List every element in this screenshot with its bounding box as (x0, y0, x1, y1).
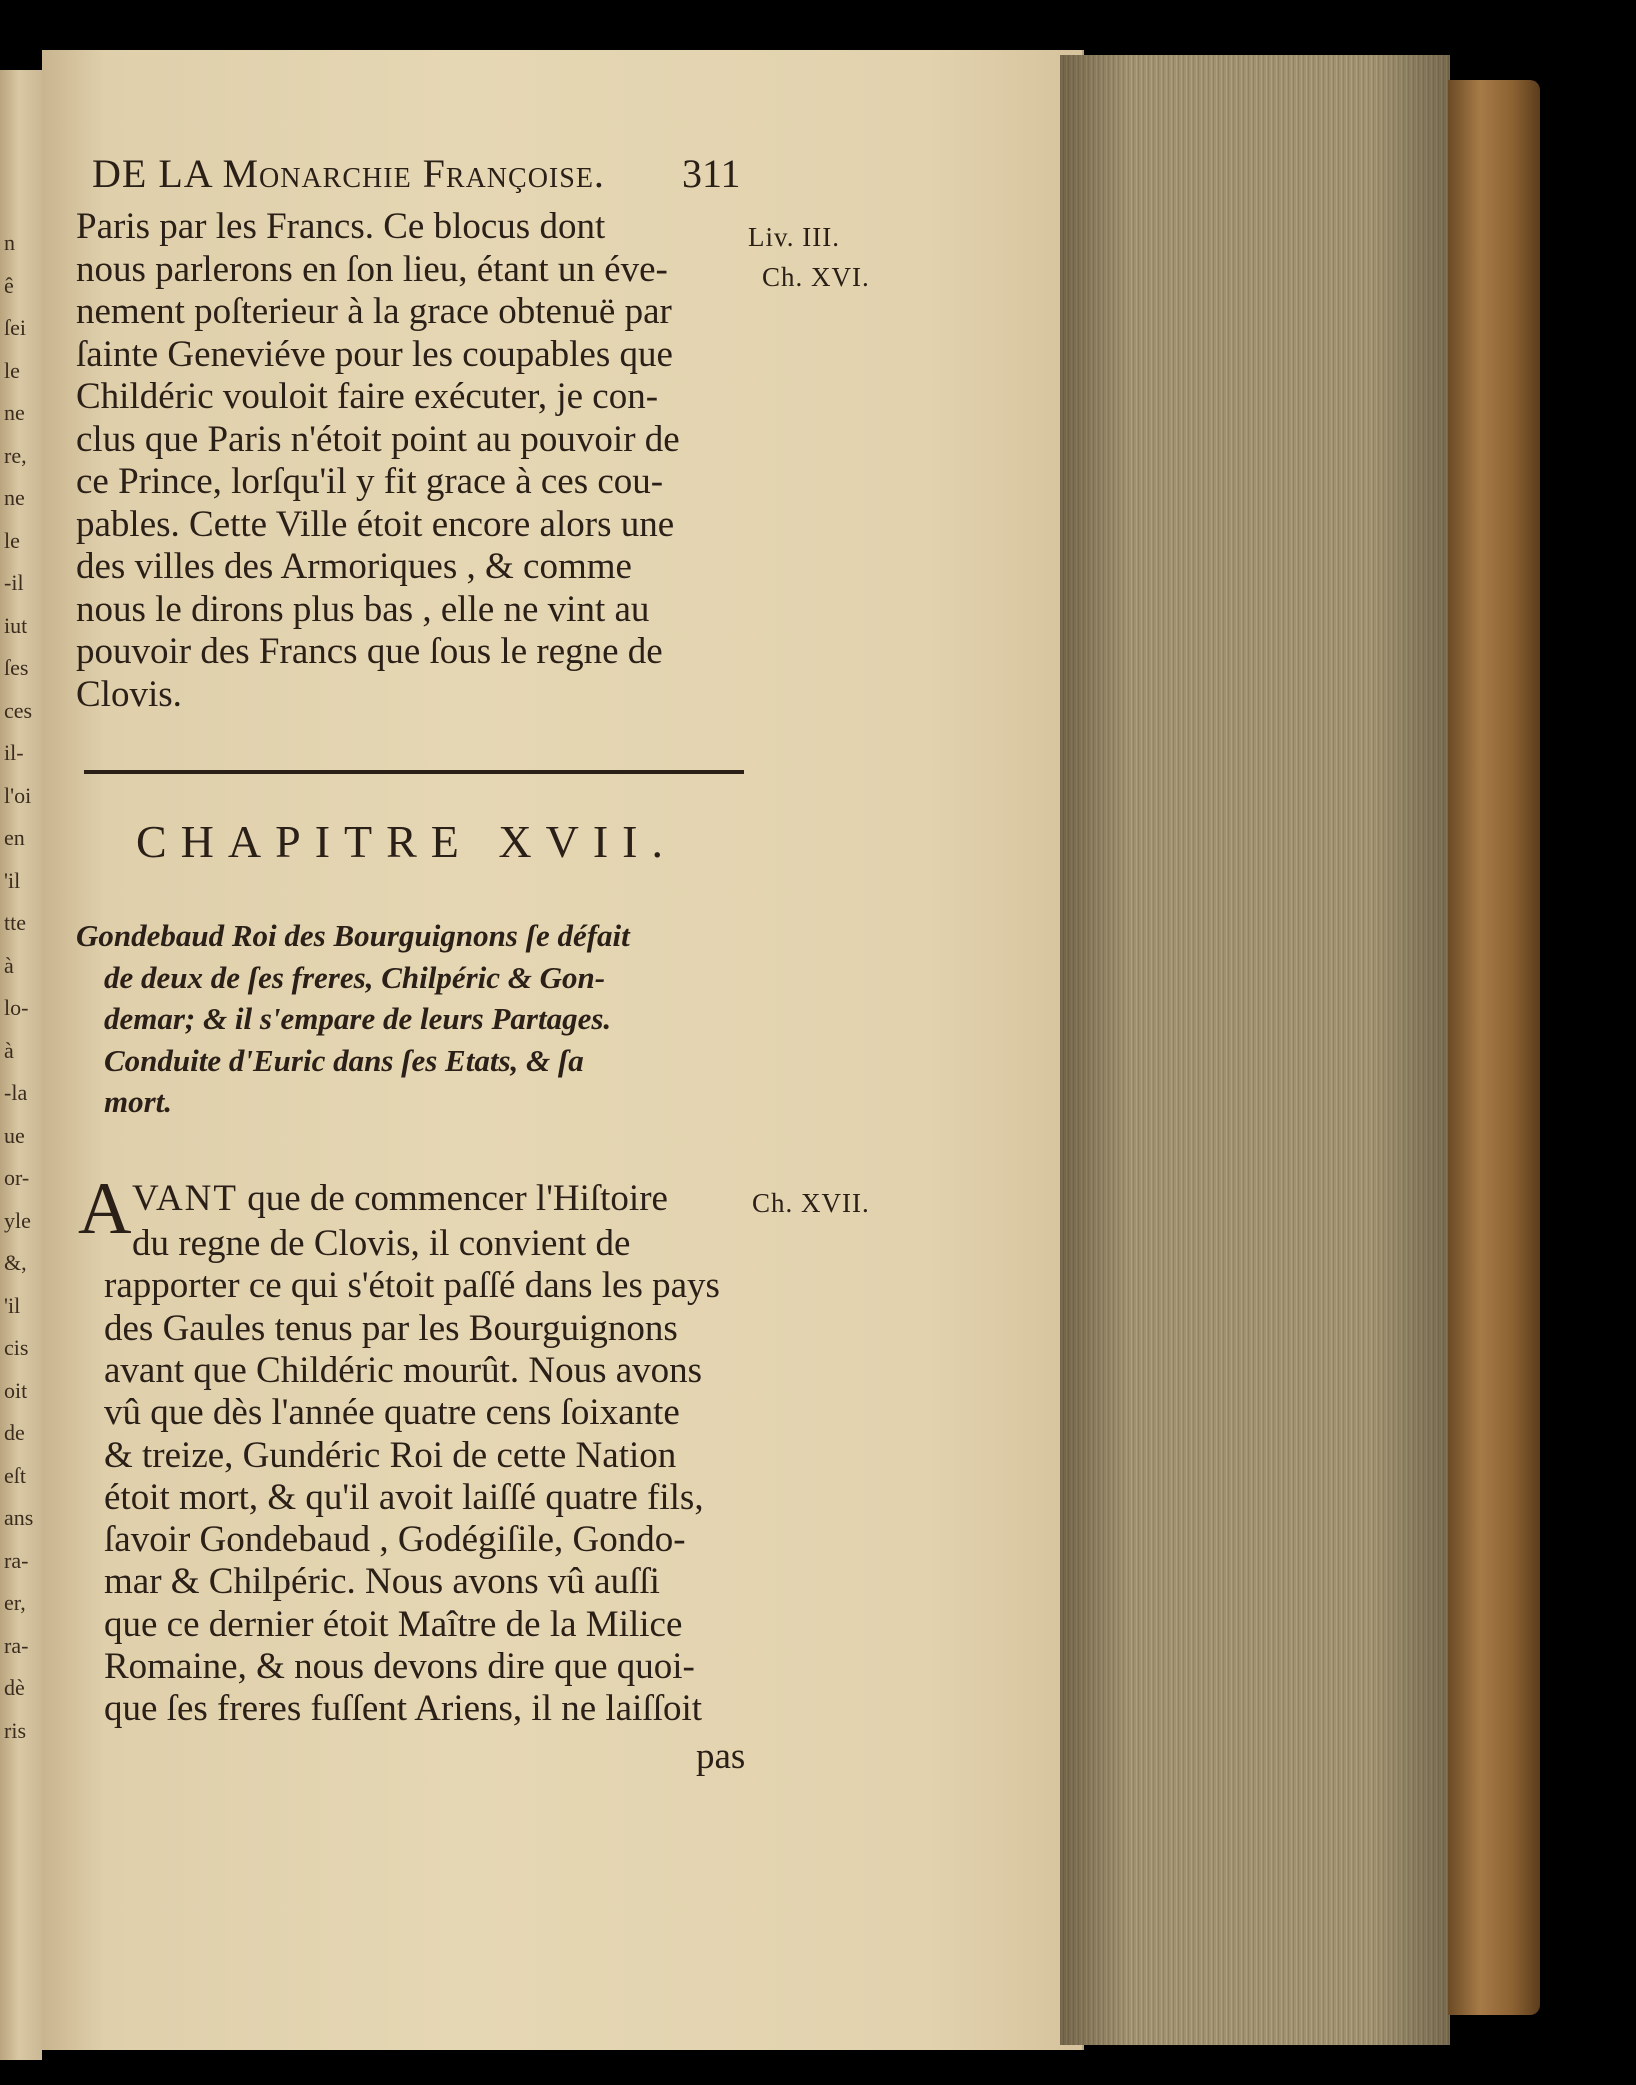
text-line: Paris par les Francs. Ce blocus dont (76, 206, 606, 247)
text-line: demar; & il s'empare de leurs Partages. (104, 1001, 612, 1036)
catch-word: pas (696, 1736, 746, 1777)
left-page-fragment: ces (4, 697, 33, 723)
left-page-fragment: eſt (4, 1462, 26, 1488)
text-line: Romaine, & nous devons dire que quoi- (104, 1646, 695, 1687)
text-line: ſavoir Gondebaud , Godégiſile, Gondo- (104, 1519, 686, 1561)
text-line: vû que dès l'année quatre cens ſoixante (104, 1392, 680, 1434)
left-page-fragment: le (4, 357, 20, 383)
left-page-fragment: cis (4, 1335, 29, 1360)
left-page-fragment: ra- (4, 1547, 29, 1573)
text-line: nous parlerons en ſon lieu, étant un éve- (76, 248, 668, 290)
left-page-fragment: n (4, 230, 15, 255)
text-line: de deux de ſes freres, Chilpéric & Gon- (104, 959, 606, 995)
left-page-fragment: ne (4, 400, 25, 425)
margin-note-chapter-prev: Ch. XVI. (762, 262, 870, 292)
text-line: étoit mort, & qu'il avoit laiſſé quatre fils, (104, 1476, 704, 1518)
running-head-prefix: DE LA (92, 151, 223, 196)
left-page-fragment: or- (4, 1165, 30, 1190)
left-page-fragment: ſes (4, 655, 29, 680)
left-page-fragment: er, (4, 1590, 26, 1615)
running-head-title: Monarchie Françoise. (222, 151, 605, 196)
left-page-fragment: ſei (4, 315, 26, 340)
text-line: ſainte Geneviéve pour les coupables que (76, 333, 673, 375)
drop-cap: A (78, 1168, 132, 1250)
text-line: mar & Chilpéric. Nous avons vû auſſi (104, 1561, 660, 1603)
margin-note-chapter-new: Ch. XVII. (752, 1188, 870, 1218)
left-page-fragment: lo- (4, 995, 29, 1020)
text-line: que ce dernier étoit Maître de la Milice (104, 1603, 683, 1645)
running-head (92, 150, 605, 197)
left-page-fragment: ne (4, 485, 25, 510)
text-line: Gondebaud Roi des Bourguignons ſe défait (76, 918, 630, 953)
left-page-fragment: 'il (4, 867, 21, 893)
first-word: VANT (132, 1178, 238, 1219)
left-page-fragment: re, (4, 442, 27, 468)
margin-note-book: Liv. III. (748, 222, 840, 252)
text-line: du regne de Clovis, il convient de (132, 1223, 631, 1264)
page-edges-shadow (1060, 55, 1450, 2045)
book-cover (1448, 80, 1540, 2015)
left-page-fragment: ra- (4, 1632, 29, 1658)
text-line: & treize, Gundéric Roi de cette Nation (104, 1434, 677, 1476)
text-line: nement poſterieur à la grace obtenuë par (76, 291, 672, 332)
left-page-fragment: il- (4, 740, 24, 765)
text-line: avant que Childéric mourût. Nous avons (104, 1349, 703, 1391)
text-line: que ſes freres fuſſent Ariens, il ne laiſſoit (104, 1688, 702, 1730)
text-line: pables. Cette Ville étoit encore alors une (76, 503, 675, 545)
left-page-fragment: ris (4, 1717, 26, 1743)
left-page-fragment: l'oi (4, 782, 32, 808)
left-page-fragment: tte (4, 910, 26, 935)
left-page-fragment: ans (4, 1505, 34, 1530)
first-line-rest: que de commencer l'Hiſtoire (238, 1178, 668, 1219)
text-line: Conduite d'Euric dans ſes Etats, & ſa (104, 1042, 584, 1078)
left-page-fragment: -la (4, 1080, 28, 1105)
text-line: clus que Paris n'étoit point au pouvoir de (76, 418, 680, 460)
left-page-fragment: en (4, 825, 25, 850)
text-line: des villes des Armoriques , & comme (76, 546, 632, 587)
left-page-fragment: yle (4, 1207, 31, 1233)
text-line: nous le dirons plus bas , elle ne vint au (76, 588, 650, 630)
left-page-fragment: à (4, 952, 14, 978)
left-page-fragment: ê (4, 272, 14, 298)
left-page-fragment: &, (4, 1250, 27, 1275)
text-line: pouvoir des Francs que ſous le regne de (76, 631, 663, 672)
chapter-title: CHAPITRE XVII. (136, 816, 677, 867)
left-page-fragment: ue (4, 1122, 25, 1148)
text-line: Clovis. (76, 673, 182, 715)
text-line: rapporter ce qui s'étoit paſſé dans les pays (104, 1265, 720, 1307)
left-page-fragment: à (4, 1037, 14, 1063)
left-page-fragment: le (4, 527, 20, 553)
left-page-fragment: de (4, 1420, 25, 1445)
left-page-fragment: oit (4, 1377, 28, 1403)
text-line: des Gaules tenus par les Bourguignons (104, 1307, 678, 1349)
chapter-rule (84, 770, 744, 774)
left-page-edge (0, 70, 42, 2060)
left-page-fragment: iut (4, 612, 28, 638)
left-page-fragment: 'il (4, 1292, 21, 1318)
left-page-fragment: dè (4, 1675, 25, 1700)
left-page-fragment: -il (4, 570, 24, 595)
text-line: ce Prince, lorſqu'il y fit grace à ces cou- (76, 461, 664, 502)
text-line: mort. (104, 1084, 173, 1119)
text-line: Childéric vouloit faire exécuter, je con- (76, 376, 659, 417)
page-number: 311 (682, 151, 741, 196)
paragraph-new-first-line (132, 1177, 668, 1220)
